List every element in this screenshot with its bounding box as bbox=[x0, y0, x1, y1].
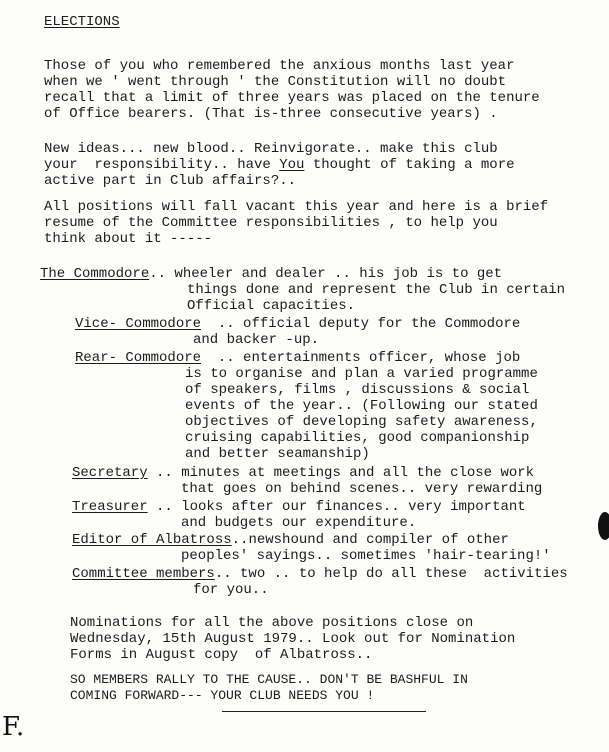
role-title: Rear- Commodore bbox=[75, 350, 202, 366]
vacancy-line: think about it ----- bbox=[44, 231, 213, 247]
role-title: Vice- Commodore bbox=[75, 316, 202, 332]
intro-line: Those of you who remembered the anxious months last year bbox=[44, 58, 515, 74]
role-desc: .. wheeler and dealer .. his job is to get bbox=[149, 266, 503, 282]
vacancy-line: All positions will fall vacant this year and here is a brief bbox=[44, 199, 549, 215]
role-commodore bbox=[40, 266, 502, 282]
role-desc: peoples' sayings.. sometimes 'hair-tearing!' bbox=[181, 548, 551, 564]
role-desc: .. two .. to help do all these activities bbox=[214, 566, 568, 582]
role-title: The Commodore bbox=[40, 266, 150, 282]
role-desc: ..newshound and compiler of other bbox=[231, 532, 509, 548]
role-treasurer bbox=[72, 499, 526, 515]
role-desc: is to organise and plan a varied programme bbox=[185, 366, 538, 382]
role-desc: objectives of developing safety awareness, bbox=[185, 414, 538, 430]
role-vice-commodore bbox=[75, 316, 520, 332]
corner-handwritten-mark: F. bbox=[2, 712, 25, 742]
vacancy-line: resume of the Committee responsibilities , to help you bbox=[44, 215, 498, 231]
role-title: Committee members bbox=[72, 566, 215, 582]
role-desc: and better seamanship) bbox=[185, 446, 370, 462]
role-desc: cruising capabilities, good companionship bbox=[185, 430, 530, 446]
role-desc: events of the year.. (Following our stated bbox=[185, 398, 538, 414]
nominations-line: Forms in August copy of Albatross.. bbox=[70, 647, 373, 663]
role-desc: and budgets our expenditure. bbox=[181, 515, 417, 531]
role-desc: for you.. bbox=[193, 582, 269, 598]
role-title: Editor of Albatross bbox=[72, 532, 232, 548]
role-secretary bbox=[72, 465, 534, 481]
role-committee-members bbox=[72, 566, 568, 582]
role-desc: .. entertainments officer, whose job bbox=[201, 350, 521, 366]
role-editor bbox=[72, 532, 509, 548]
appeal-text: your responsibility.. have bbox=[44, 157, 280, 173]
role-desc: and backer -up. bbox=[193, 332, 320, 348]
role-desc: of speakers, films , discussions & social bbox=[185, 382, 530, 398]
role-desc: .. looks after our finances.. very important bbox=[147, 499, 526, 515]
appeal-text: thought of taking a more bbox=[304, 157, 515, 173]
role-desc: things done and represent the Club in certain bbox=[187, 282, 566, 298]
role-desc: Official capacities. bbox=[187, 298, 356, 314]
appeal-line: active part in Club affairs?.. bbox=[44, 173, 297, 189]
appeal-line bbox=[44, 157, 515, 173]
role-title: Treasurer bbox=[72, 499, 148, 515]
nominations-line: Nominations for all the above positions close on bbox=[70, 615, 474, 631]
nominations-line: Wednesday, 15th August 1979.. Look out for Nomination bbox=[70, 631, 516, 647]
closing-rule bbox=[222, 711, 426, 712]
appeal-line: New ideas... new blood.. Reinvigorate.. make this club bbox=[44, 141, 498, 157]
punch-hole bbox=[598, 512, 609, 540]
role-desc: .. official deputy for the Commodore bbox=[201, 316, 521, 332]
document-title: ELECTIONS bbox=[44, 14, 120, 30]
role-title: Secretary bbox=[72, 465, 148, 481]
role-desc: that goes on behind scenes.. very rewarding bbox=[181, 481, 543, 497]
appeal-you-emphasis: You bbox=[279, 157, 305, 173]
role-rear-commodore bbox=[75, 350, 520, 366]
intro-line: when we ' went through ' the Constitution will no doubt bbox=[44, 74, 507, 90]
closing-line: COMING FORWARD--- YOUR CLUB NEEDS YOU ! bbox=[70, 688, 375, 703]
closing-line: SO MEMBERS RALLY TO THE CAUSE.. DON'T BE BASHFUL IN bbox=[70, 672, 468, 687]
intro-line: recall that a limit of three years was placed on the tenure bbox=[44, 90, 540, 106]
intro-line: of Office bearers. (That is-three consecutive years) . bbox=[44, 106, 498, 122]
role-desc: .. minutes at meetings and all the close work bbox=[147, 465, 535, 481]
